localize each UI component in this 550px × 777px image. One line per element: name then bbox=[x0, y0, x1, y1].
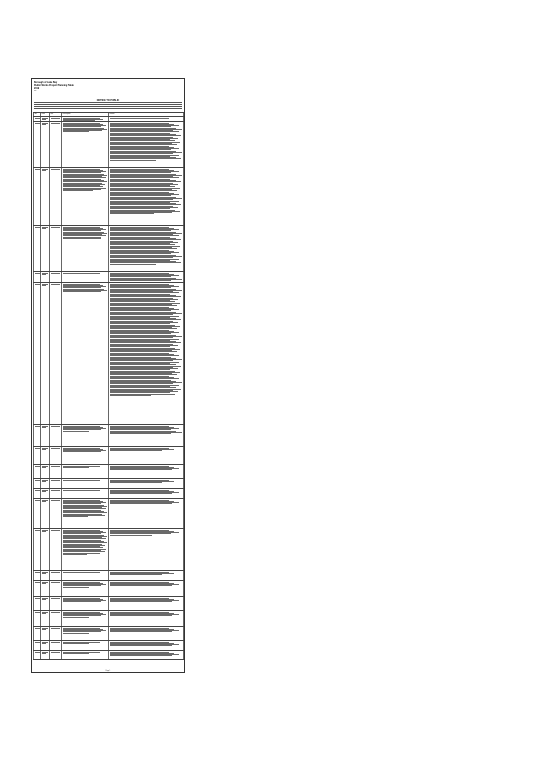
cell-no bbox=[33, 651, 41, 659]
cell-ref bbox=[50, 122, 62, 167]
table-row bbox=[33, 464, 184, 478]
cell-ref bbox=[50, 641, 62, 650]
cell-details bbox=[109, 447, 184, 464]
cell-details bbox=[109, 489, 184, 498]
cell-date bbox=[41, 489, 50, 498]
cell-description bbox=[62, 168, 109, 225]
column-header-label: Description bbox=[62, 113, 71, 115]
cell-date bbox=[41, 651, 50, 659]
cell-no bbox=[33, 447, 41, 464]
cell-ref bbox=[50, 597, 62, 610]
table-row bbox=[33, 570, 184, 580]
table-row bbox=[33, 225, 184, 271]
table-row bbox=[33, 650, 184, 660]
cell-ref bbox=[50, 499, 62, 528]
cell-description bbox=[62, 529, 109, 570]
notice-paragraph bbox=[34, 102, 182, 110]
header-line-3: 2019 bbox=[34, 87, 40, 90]
cell-details bbox=[109, 529, 184, 570]
cell-no bbox=[33, 226, 41, 271]
cell-date bbox=[41, 122, 50, 167]
column-header-label: Ref. bbox=[50, 113, 54, 115]
cell-ref bbox=[50, 651, 62, 659]
cell-no bbox=[33, 272, 41, 282]
cell-description bbox=[62, 122, 109, 167]
cell-no bbox=[33, 571, 41, 580]
cell-details bbox=[109, 122, 184, 167]
cell-description bbox=[62, 283, 109, 424]
cell-details bbox=[109, 465, 184, 478]
cell-date bbox=[41, 597, 50, 610]
document-title: NOTICE TO PUBLIC bbox=[96, 99, 120, 102]
cell-description bbox=[62, 489, 109, 498]
cell-no bbox=[33, 122, 41, 167]
cell-ref bbox=[50, 425, 62, 446]
cell-date bbox=[41, 168, 50, 225]
cell-description bbox=[62, 611, 109, 626]
cell-description bbox=[62, 226, 109, 271]
cell-description bbox=[62, 597, 109, 610]
cell-details bbox=[109, 283, 184, 424]
document-page bbox=[31, 78, 185, 673]
cell-no bbox=[33, 581, 41, 596]
header-line-4: — bbox=[34, 90, 37, 93]
cell-no bbox=[33, 499, 41, 528]
cell-no bbox=[33, 489, 41, 498]
cell-details bbox=[109, 611, 184, 626]
cell-description bbox=[62, 447, 109, 464]
table-row bbox=[33, 498, 184, 528]
cell-details bbox=[109, 571, 184, 580]
cell-description bbox=[62, 627, 109, 640]
cell-description bbox=[62, 479, 109, 488]
cell-description bbox=[62, 425, 109, 446]
cell-ref bbox=[50, 529, 62, 570]
page-footer: Page 1 bbox=[105, 670, 111, 672]
cell-date bbox=[41, 283, 50, 424]
cell-date bbox=[41, 499, 50, 528]
cell-description bbox=[62, 581, 109, 596]
cell-no bbox=[33, 641, 41, 650]
cell-date bbox=[41, 272, 50, 282]
cell-ref bbox=[50, 447, 62, 464]
cell-details bbox=[109, 499, 184, 528]
cell-details bbox=[109, 425, 184, 446]
cell-ref bbox=[50, 272, 62, 282]
table-row bbox=[33, 282, 184, 424]
cell-ref bbox=[50, 489, 62, 498]
cell-date bbox=[41, 425, 50, 446]
cell-ref bbox=[50, 627, 62, 640]
cell-no bbox=[33, 465, 41, 478]
cell-date bbox=[41, 447, 50, 464]
cell-no bbox=[33, 627, 41, 640]
cell-date bbox=[41, 529, 50, 570]
cell-date bbox=[41, 627, 50, 640]
cell-no bbox=[33, 529, 41, 570]
cell-ref bbox=[50, 479, 62, 488]
header-line-2: Public Works Project Planning Table bbox=[34, 84, 74, 87]
cell-details bbox=[109, 597, 184, 610]
column-header-label: No. bbox=[34, 113, 37, 115]
cell-details bbox=[109, 226, 184, 271]
cell-ref bbox=[50, 581, 62, 596]
cell-date bbox=[41, 465, 50, 478]
cell-date bbox=[41, 479, 50, 488]
cell-ref bbox=[50, 226, 62, 271]
cell-no bbox=[33, 425, 41, 446]
column-header-label: Details bbox=[109, 113, 115, 115]
table-row bbox=[33, 121, 184, 167]
cell-ref bbox=[50, 611, 62, 626]
cell-ref bbox=[50, 168, 62, 225]
table-row bbox=[33, 626, 184, 640]
planning-table bbox=[33, 112, 184, 669]
cell-description bbox=[62, 465, 109, 478]
table-row bbox=[33, 167, 184, 225]
cell-description bbox=[62, 272, 109, 282]
table-row bbox=[33, 580, 184, 596]
cell-description bbox=[62, 571, 109, 580]
cell-details bbox=[109, 168, 184, 225]
cell-details bbox=[109, 627, 184, 640]
cell-no bbox=[33, 597, 41, 610]
cell-ref bbox=[50, 571, 62, 580]
cell-date bbox=[41, 226, 50, 271]
cell-description bbox=[62, 651, 109, 659]
cell-date bbox=[41, 641, 50, 650]
cell-no bbox=[33, 283, 41, 424]
cell-description bbox=[62, 641, 109, 650]
table-row bbox=[33, 446, 184, 464]
cell-details bbox=[109, 641, 184, 650]
cell-details bbox=[109, 581, 184, 596]
cell-no bbox=[33, 479, 41, 488]
table-row bbox=[33, 478, 184, 488]
table-row bbox=[33, 424, 184, 446]
cell-no bbox=[33, 611, 41, 626]
cell-no bbox=[33, 168, 41, 225]
cell-details bbox=[109, 651, 184, 659]
cell-date bbox=[41, 581, 50, 596]
table-row bbox=[33, 610, 184, 626]
document-header bbox=[34, 82, 74, 93]
table-row bbox=[33, 640, 184, 650]
cell-description bbox=[62, 499, 109, 528]
cell-ref bbox=[50, 465, 62, 478]
cell-date bbox=[41, 611, 50, 626]
cell-details bbox=[109, 272, 184, 282]
column-header-label: Date bbox=[41, 113, 45, 115]
cell-details bbox=[109, 479, 184, 488]
cell-date bbox=[41, 571, 50, 580]
table-row bbox=[33, 596, 184, 610]
table-row bbox=[33, 488, 184, 498]
header-line-1: Borough of Lake Bay bbox=[34, 82, 58, 84]
table-row bbox=[33, 528, 184, 570]
cell-ref bbox=[50, 283, 62, 424]
table-row bbox=[33, 271, 184, 282]
